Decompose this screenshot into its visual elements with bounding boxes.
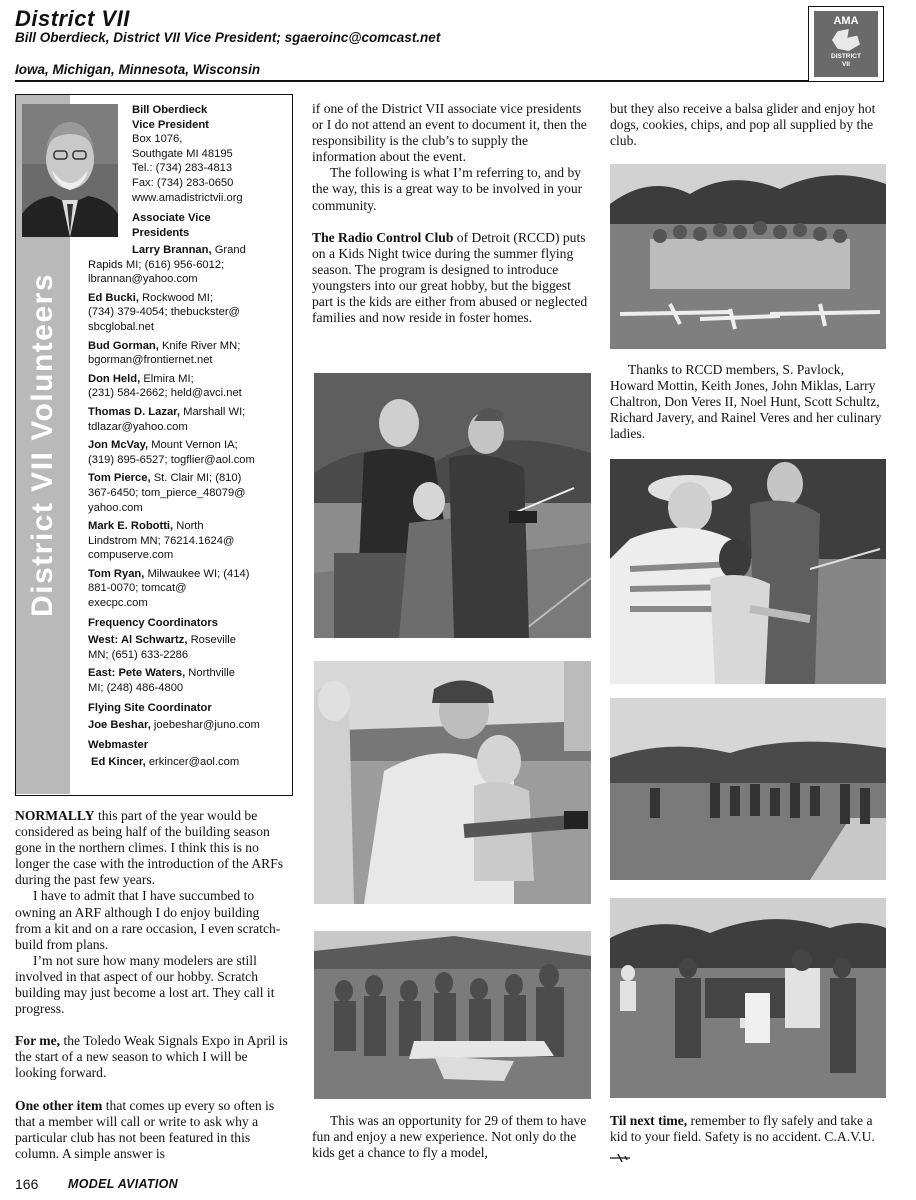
associate-entry: Tom Ryan, Milwaukee WI; (414) xyxy=(88,567,250,580)
column-2-bottom-text xyxy=(312,1113,590,1161)
paragraph: if one of the District VII associate vice presidents or I do not attend an event to document it, then the responsibility is the club’s to supply the information about the event. xyxy=(312,101,587,165)
paragraph: Til next time, remember to fly safely and take a kid to your field. Safety is no accident. C.A.V.U. xyxy=(610,1113,886,1161)
vp-portrait-photo xyxy=(22,104,118,237)
vp-line: Southgate MI 48195 xyxy=(132,147,233,160)
page-subtitle: Bill Oberdieck, District VII Vice President; sgaeroinc@comcast.net xyxy=(15,30,441,45)
paragraph: but they also receive a balsa glider and enjoy hot dogs, cookies, chips, and pop all supplied by the club. xyxy=(610,101,876,149)
photo-field-crowd xyxy=(610,698,886,880)
vp-website: www.amadistrictvii.org xyxy=(132,191,243,204)
associate-entry: Don Held, Elmira MI; xyxy=(88,372,194,385)
associate-line: yahoo.com xyxy=(88,501,143,514)
photo-group-on-field xyxy=(610,898,886,1098)
freq-heading: Frequency Coordinators xyxy=(88,616,218,629)
photo-group-with-planes xyxy=(610,164,886,349)
ama-plane-icon xyxy=(610,1150,630,1158)
associate-line: lbrannan@yahoo.com xyxy=(88,273,198,286)
associate-line: 367-6450; tom_pierce_48079@ xyxy=(88,486,246,499)
associate-entry: Mark E. Robotti, North xyxy=(88,520,204,533)
column-3-closing xyxy=(610,1113,886,1161)
paragraph: The Radio Control Club of Detroit (RCCD) puts on a Kids Night twice during the summer flying season. The program is designed to introduce youngsters into our great hobby, but the biggest part is the kids are either from abused or neglected families and now reside in foster homes. xyxy=(312,229,588,326)
associates-list xyxy=(88,243,288,770)
site-heading: Flying Site Coordinator xyxy=(88,701,212,714)
column-3-thanks xyxy=(610,362,886,442)
photo-man-with-girl xyxy=(314,661,591,904)
vp-line: Tel.: (734) 283-4813 xyxy=(132,162,233,175)
associate-line: Rapids MI; (616) 956-6012; xyxy=(88,258,225,271)
column-3-text xyxy=(610,101,886,149)
paragraph: One other item that comes up every so often is that a member will call or write to ask why a particular club has not been featured in this column. A simple answer is xyxy=(15,1097,275,1161)
freq-line: MN; (651) 633-2286 xyxy=(88,648,189,661)
vp-name: Bill Oberdieck xyxy=(132,104,208,116)
paragraph: This was an opportunity for 29 of them to have fun and enjoy a new experience. Not only do the kids get a chance to fly a model, xyxy=(312,1113,587,1161)
page-title: District VII xyxy=(15,6,130,31)
associate-line: (319) 895-6527; togflier@aol.com xyxy=(88,453,255,466)
web-heading: Webmaster xyxy=(88,738,149,751)
vp-line: Fax: (734) 283-0650 xyxy=(132,176,234,189)
web-entry: Ed Kincer, erkincer@aol.com xyxy=(91,756,240,769)
associate-line: Lindstrom MN; 76214.1624@ xyxy=(88,534,235,547)
associate-entry: Thomas D. Lazar, Marshall WI; xyxy=(88,405,246,418)
associate-line: (734) 379-4054; thebuckster@ xyxy=(88,306,240,319)
associate-line: compuserve.com xyxy=(88,549,174,562)
associate-line: execpc.com xyxy=(88,597,148,610)
paragraph: For me, the Toledo Weak Signals Expo in April is the start of a new season to which I will be looking forward. xyxy=(15,1033,288,1081)
site-entry: Joe Beshar, joebeshar@juno.com xyxy=(88,719,260,732)
freq-line: MI; (248) 486-4800 xyxy=(88,682,184,695)
photo-crowd-shelter xyxy=(314,931,591,1099)
associate-entry: Ed Bucki, Rockwood MI; xyxy=(88,291,213,304)
associate-heading: Associate Vice xyxy=(132,212,211,225)
photo-adult-child-flying xyxy=(314,373,591,638)
vp-role: Vice President xyxy=(132,118,209,131)
michigan-map-icon xyxy=(832,29,860,51)
column-2-text xyxy=(312,101,590,326)
associate-entry: Jon McVay, Mount Vernon IA; xyxy=(88,439,238,452)
associate-line: 881-0070; tomcat@ xyxy=(88,582,187,595)
associate-entry: Tom Pierce, St. Clair MI; (810) xyxy=(88,472,242,485)
associate-line: (231) 584-2662; held@avci.net xyxy=(88,387,242,400)
sidebar-vertical-title: District VII Volunteers xyxy=(26,272,59,617)
vp-line: Box 1076, xyxy=(132,133,183,146)
paragraph: Thanks to RCCD members, S. Pavlock, Howard Mottin, Keith Jones, John Miklas, Larry Chaltron, Don Veres II, Noel Hunt, Scott Schultz, Richard Javery, and Rainel Veres and her culinary ladies. xyxy=(610,362,882,442)
header-rule xyxy=(15,80,808,82)
ama-district-logo xyxy=(808,6,884,82)
associate-line: tdlazar@yahoo.com xyxy=(88,420,188,433)
page-number: 166 xyxy=(15,1176,39,1192)
paragraph: NORMALLY this part of the year would be considered as being half of the building season gone in the northern climes. I think this is no longer the case with the introduction of the ARFs during the past few years. xyxy=(15,808,284,888)
vp-contact-block xyxy=(132,103,292,240)
paragraph: The following is what I’m referring to, and by the way, this is a great way to be involved in your community. xyxy=(312,165,583,213)
associate-line: bgorman@frontiernet.net xyxy=(88,354,213,367)
column-1-text xyxy=(15,808,289,1162)
associate-line: sbcglobal.net xyxy=(88,320,154,333)
magazine-name: MODEL AVIATION xyxy=(68,1177,178,1191)
associate-entry: Larry Brannan, Grand xyxy=(132,244,246,256)
paragraph: I have to admit that I have succumbed to owning an ARF although I do enjoy building from a kit and on a rare occasion, I even scratch-build from plans. xyxy=(15,888,281,952)
district-states: Iowa, Michigan, Minnesota, Wisconsin xyxy=(15,62,261,77)
logo-ama-text: AMA xyxy=(833,15,859,27)
freq-entry: West: Al Schwartz, Roseville xyxy=(88,634,236,647)
associate-heading-2: Presidents xyxy=(132,226,190,239)
photo-adults-flying xyxy=(610,459,886,684)
logo-district-text: DISTRICT VII xyxy=(831,53,861,68)
associate-entry: Bud Gorman, Knife River MN; xyxy=(88,339,241,352)
freq-entry: East: Pete Waters, Northville xyxy=(88,667,235,680)
paragraph: I’m not sure how many modelers are still involved in that aspect of our hobby. Scratch building may just become a lost art. They call it progress. xyxy=(15,952,275,1017)
